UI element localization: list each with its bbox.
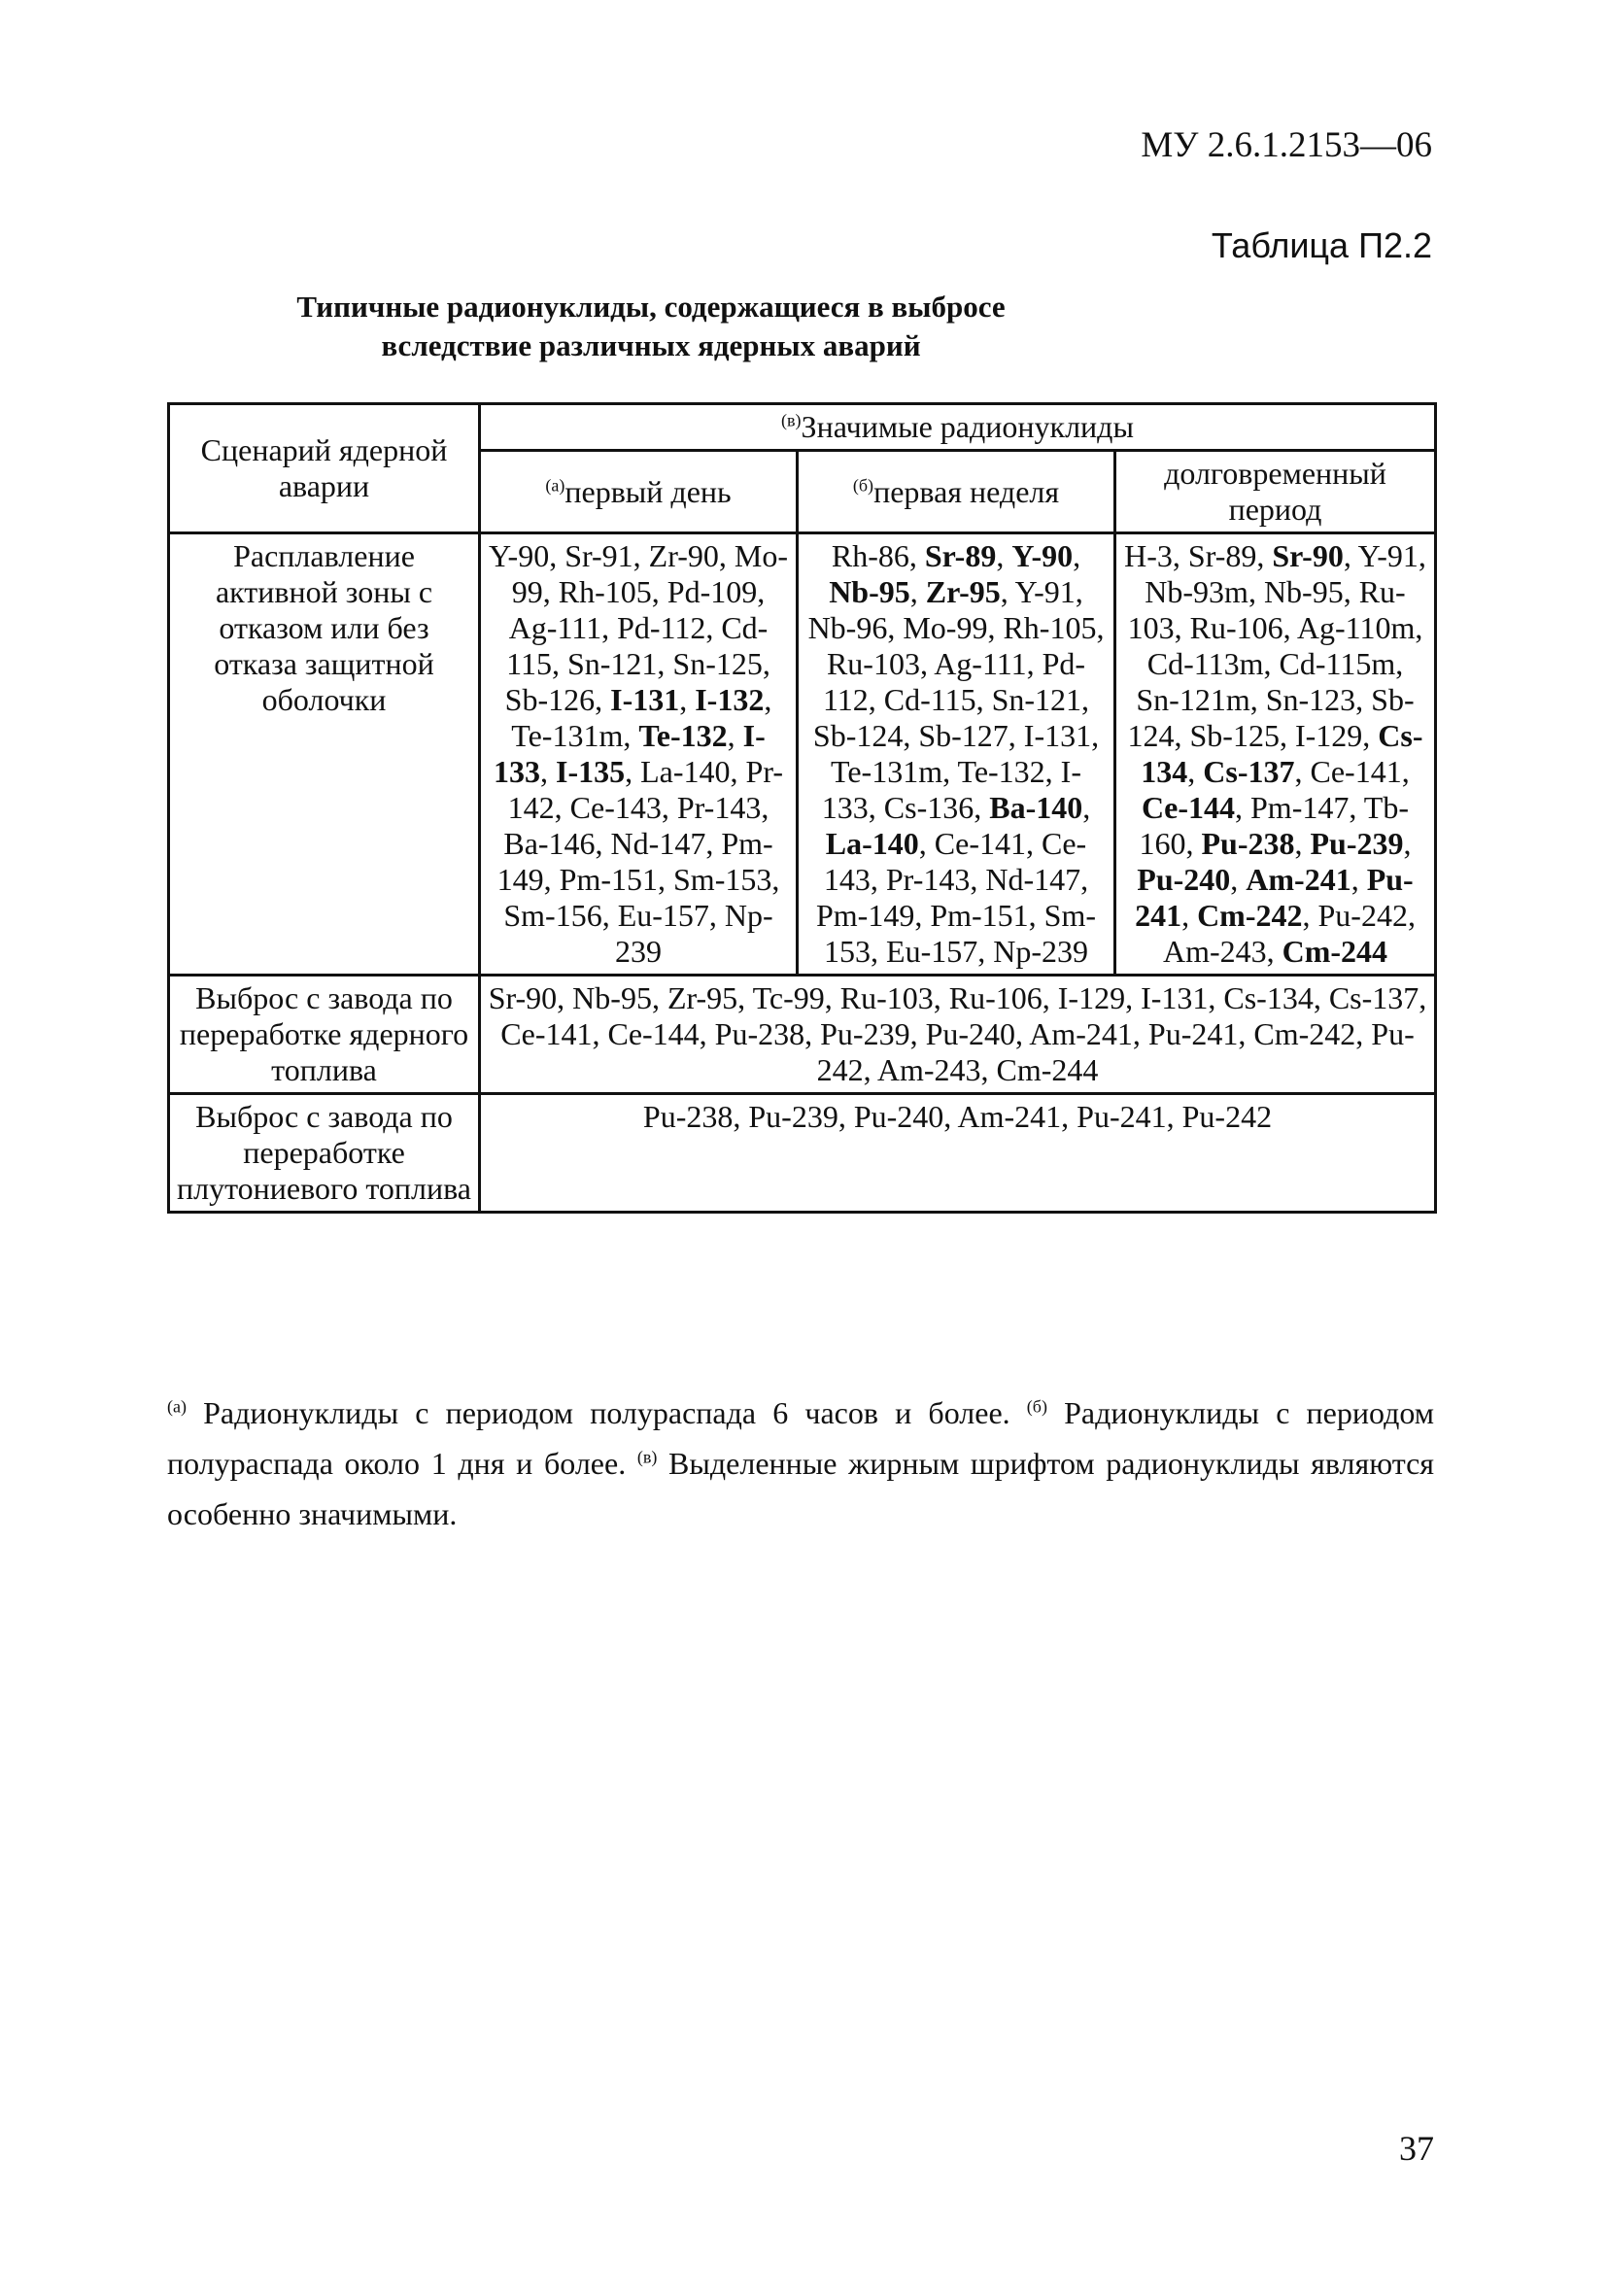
scenario-cell: Выброс с завода по переработке плутониевого топлива xyxy=(169,1094,480,1213)
nuclide: H-3 xyxy=(1124,538,1173,573)
nuclide: Cd-115m xyxy=(1279,646,1396,681)
nuclide: Cs-137 xyxy=(1203,754,1295,789)
nuclide: I-131 xyxy=(1023,718,1092,753)
nuclide: Eu-157 xyxy=(886,934,978,969)
nuclide: Pm-151 xyxy=(930,898,1029,933)
footnote-mark-a: (а) xyxy=(167,1396,187,1417)
nuclide: Sn-121m xyxy=(1136,682,1250,717)
nuclide: Pu-240 xyxy=(1137,862,1231,897)
footnote-mark: (а) xyxy=(545,474,565,495)
nuclide: Pu-238 xyxy=(1201,826,1295,861)
nuclide: Sr-90 xyxy=(1272,538,1344,573)
table-title-line-2: вследствие различных ядерных аварий xyxy=(381,328,921,362)
nuclide: Sm-153 xyxy=(824,898,1097,969)
header-row-1 xyxy=(169,404,1436,451)
document-code: МУ 2.6.1.2153—06 xyxy=(1141,125,1432,165)
nuclide: Pu-241 xyxy=(1135,862,1414,933)
nuclide: Pr-142 xyxy=(507,754,783,825)
nuclide: La-140 xyxy=(640,754,731,789)
nuclide: Pm-149 xyxy=(815,898,915,933)
nuclide: Sb-124 xyxy=(812,718,904,753)
nuclide: Mo-99 xyxy=(903,610,988,645)
nuclide: Te-132 xyxy=(957,754,1045,789)
nuclide: Cd-115 xyxy=(506,610,769,681)
nuclide: Cs-136 xyxy=(883,790,974,825)
page-number: 37 xyxy=(1399,2129,1434,2168)
nuclide: Ru-103 xyxy=(826,646,920,681)
nuclide: Ag-111 xyxy=(508,610,602,645)
nuclide: Rh-105 xyxy=(558,574,652,609)
nuclide: Sr-89 xyxy=(924,538,997,573)
nuclide: Sb-127 xyxy=(918,718,1009,753)
nuclide: I-129 xyxy=(1294,718,1363,753)
footnote-mark: (б) xyxy=(852,474,874,495)
nuclide: Sm-153 xyxy=(673,862,772,897)
nuclide: Pd-112 xyxy=(822,646,1086,717)
nuclide: Sb-125 xyxy=(1189,718,1280,753)
nuclide: Sr-89 xyxy=(1187,538,1257,573)
table-row xyxy=(169,533,1436,976)
nuclide: Pu-239 xyxy=(1310,826,1404,861)
nuclide: Y-90 xyxy=(1011,538,1074,573)
nuclide: Pm-149 xyxy=(496,826,773,897)
nuclide: Pr-143 xyxy=(885,862,971,897)
nuclide: Cm-244 xyxy=(1282,934,1388,969)
nuclide: Nb-95 xyxy=(1263,574,1344,609)
nuclide: Ba-140 xyxy=(989,790,1083,825)
nuclide: Ru-106 xyxy=(1189,610,1283,645)
nuclide: Ag-111 xyxy=(934,646,1027,681)
nuclide: Pu-242 xyxy=(1317,898,1408,933)
nuclide: Te-131m xyxy=(511,718,624,753)
nuclide: Rh-105 xyxy=(1003,610,1097,645)
table-title xyxy=(165,288,1137,365)
table-label: Таблица П2.2 xyxy=(1211,225,1432,265)
nuclide: Ce-144 xyxy=(1142,790,1235,825)
nuclide: Ce-143 xyxy=(569,790,662,825)
nuclide: I-133 xyxy=(821,754,1081,825)
header-long-term: долговременный период xyxy=(1115,451,1436,533)
nuclide: Mo-99 xyxy=(511,538,788,609)
nuclide: Y-91 xyxy=(1014,574,1076,609)
nuclide: Cm-242 xyxy=(1197,898,1303,933)
header-first-week-label: первая неделя xyxy=(873,473,1060,509)
header-first-day xyxy=(480,451,798,533)
nuclide: Cs-134 xyxy=(1141,718,1423,789)
nuclide: Sr-91 xyxy=(564,538,633,573)
header-scenario: Сценарий ядерной аварии xyxy=(169,404,480,533)
nuclide: I-132 xyxy=(695,682,765,717)
nuclide: Y-90 xyxy=(488,538,550,573)
nuclide: Eu-157 xyxy=(617,898,709,933)
nuclide: Nd-147 xyxy=(985,862,1081,897)
nuclide: Te-131m xyxy=(831,754,943,789)
first-week-cell: Rh-86, Sr-89, Y-90, Nb-95, Zr-95, Y-91, Nb-96, Mo-99, Rh-105, Ru-103, Ag-111, Pd-112, Cd-115, Sn-121, Sb-124, Sb-127, I-131, Te-131m, Te-132, I-133, Cs-136, Ba-140, La-140, Ce-141, Ce-143, Pr-143, Nd-147, Pm-149, Pm-151, Sm-153, Eu-157, Np-239 xyxy=(798,533,1115,976)
nuclide: Ba-146 xyxy=(503,826,596,861)
merged-nuclides-cell: Pu-238, Pu-239, Pu-240, Am-241, Pu-241, Pu-242 xyxy=(480,1094,1436,1213)
footnote-text-b: Радионуклиды с периодом полураспада около 1 дня и более. xyxy=(167,1395,1435,1481)
nuclide: Ru-103 xyxy=(1127,574,1406,645)
merged-nuclides-cell: Sr-90, Nb-95, Zr-95, Tc-99, Ru-103, Ru-106, I-129, I-131, Cs-134, Cs-137, Ce-141, Ce-144, Pu-238, Pu-239, Pu-240, Am-241, Pu-241, Cm-242, Pu-242, Am-243, Cm-244 xyxy=(480,976,1436,1094)
nuclide: Ce-141 xyxy=(934,826,1026,861)
nuclide: Te-132 xyxy=(638,718,728,753)
nuclide: Np-239 xyxy=(993,934,1088,969)
nuclide: Sn-125 xyxy=(672,646,763,681)
table-row xyxy=(169,1094,1436,1213)
header-first-day-label: первый день xyxy=(564,473,732,509)
nuclide: Rh-86 xyxy=(831,538,909,573)
nuclide: Ce-141 xyxy=(1310,754,1402,789)
nuclide: Am-241 xyxy=(1246,862,1351,897)
nuclide: Tb-160 xyxy=(1139,790,1409,861)
nuclide: Np-239 xyxy=(615,898,773,969)
nuclide: I-133 xyxy=(494,718,766,789)
nuclide: Sn-121 xyxy=(991,682,1082,717)
nuclide: Sn-123 xyxy=(1265,682,1356,717)
nuclide: Cd-115 xyxy=(883,682,976,717)
header-significant-label: Значимые радионуклиды xyxy=(801,409,1134,444)
nuclide: Nb-96 xyxy=(807,610,888,645)
footnote-mark: (в) xyxy=(781,410,802,430)
nuclide: Ce-143 xyxy=(823,826,1087,897)
header-significant xyxy=(480,404,1436,451)
nuclide: Zr-90 xyxy=(648,538,719,573)
scenario-cell: Выброс с завода по переработке ядерного топлива xyxy=(169,976,480,1094)
nuclide: Pd-112 xyxy=(617,610,706,645)
nuclide: La-140 xyxy=(825,826,919,861)
footnote-mark-b: (б) xyxy=(1026,1396,1047,1417)
nuclide: Y-91 xyxy=(1357,538,1419,573)
header-first-week xyxy=(798,451,1115,533)
radionuclide-table xyxy=(167,402,1437,1214)
nuclide: Ag-110m xyxy=(1296,610,1416,645)
scenario-cell: Расплавление активной зоны с отказом или без отказа защитной оболочки xyxy=(169,533,480,976)
nuclide: Am-243 xyxy=(1162,934,1267,969)
nuclide: Sm-156 xyxy=(503,898,602,933)
nuclide: Nb-95 xyxy=(829,574,910,609)
footnote-text-a: Радионуклиды с периодом полураспада 6 часов и более. xyxy=(186,1395,1027,1430)
nuclide: I-131 xyxy=(610,682,680,717)
nuclide: Nb-93m xyxy=(1145,574,1248,609)
nuclide: Pr-143 xyxy=(676,790,762,825)
nuclide: Pm-151 xyxy=(559,862,658,897)
long-term-cell: H-3, Sr-89, Sr-90, Y-91, Nb-93m, Nb-95, Ru-103, Ru-106, Ag-110m, Cd-113m, Cd-115m, Sn-121m, Sn-123, Sb-124, Sb-125, I-129, Cs-134, Cs-137, Ce-141, Ce-144, Pm-147, Tb-160, Pu-238, Pu-239, Pu-240, Am-241, Pu-241, Cm-242, Pu-242, Am-243, Cm-244 xyxy=(1115,533,1436,976)
nuclide: Sb-124 xyxy=(1127,682,1415,753)
footnote-mark-v: (в) xyxy=(636,1447,658,1467)
nuclide: Nd-147 xyxy=(610,826,706,861)
footnote-text-v: Выделенные жирным шрифтом радионуклиды являются особенно значимыми. xyxy=(167,1446,1435,1531)
table-title-line-1: Типичные радионуклиды, содержащиеся в выбросе xyxy=(296,290,1006,324)
nuclide: Sb-126 xyxy=(504,682,596,717)
nuclide: Pd-109 xyxy=(667,574,758,609)
nuclide: Pm-147 xyxy=(1250,790,1350,825)
table-footnote xyxy=(167,1388,1434,1539)
nuclide: Sn-121 xyxy=(566,646,658,681)
first-day-cell: Y-90, Sr-91, Zr-90, Mo-99, Rh-105, Pd-109, Ag-111, Pd-112, Cd-115, Sn-121, Sn-125, Sb-126, I-131, I-132, Te-131m, Te-132, I-133, I-135, La-140, Pr-142, Ce-143, Pr-143, Ba-146, Nd-147, Pm-149, Pm-151, Sm-153, Sm-156, Eu-157, Np-239 xyxy=(480,533,798,976)
nuclide: Cd-113m xyxy=(1146,646,1264,681)
table-row xyxy=(169,976,1436,1094)
nuclide: Zr-95 xyxy=(925,574,1001,609)
nuclide: I-135 xyxy=(556,754,626,789)
